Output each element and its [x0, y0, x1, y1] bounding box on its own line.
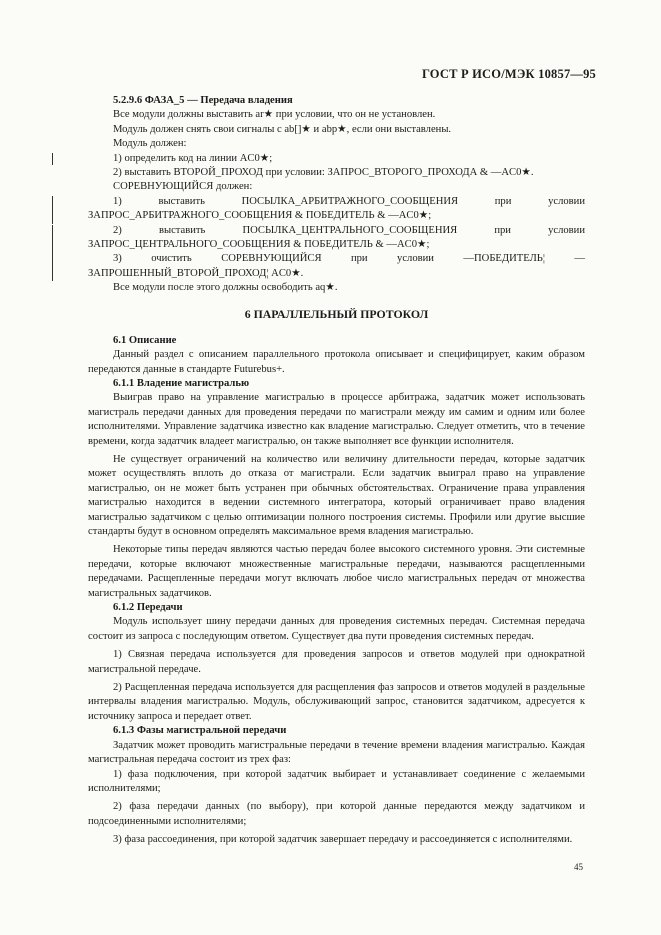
- paragraph: Выиграв право на управление магистралью в процессе арбитража, задатчик может использовать магистраль передачи данных для проведения передачи по магистрали между им самим и одним или более исполнителями. Управление задатчика известно как владение магистралью. Следует отметить, что в течение времени, когда задатчик владеет магистралью, он также выполняет все функции исполнителя.: [88, 392, 585, 447]
- paragraph: Модуль должен снять свои сигналы с ab[]★ и abp★, если они выставлены.: [113, 123, 452, 135]
- list-item: [88, 252, 585, 281]
- paragraph: Не существует ограничений на количество или величину длительности передач, которые задатчик может осуществлять вплоть до отказа от магистрали. Если задатчик выиграл право на управление магистралью, он не может быть устранен при обычных обстоятельствах. Ограничение права управления магистралью находится в ведении системного интегратора, который ограничивает право владения магистралью задатчиком с целью оптимизации полного построения системы. Профили или другие высшие стандарты будут в основном определять максимальное время владения магистралью.: [88, 453, 585, 537]
- list-item: 2) Расщепленная передача используется для расщепления фаз запросов и ответов модулей в раздельные интервалы владения магистралью. Модуль, обслуживающий запрос, становится задатчиком, адресуется к источнику запроса и передает ответ.: [88, 682, 585, 722]
- list-item: 1) фаза подключения, при которой задатчик выбирает и устанавливает соединение с желаемыми исполнителями;: [88, 768, 585, 794]
- subsection-title-6-1-3: 6.1.3 Фазы магистральной передачи: [113, 725, 287, 737]
- paragraph: Некоторые типы передач являются частью передач более высокого системного уровня. Эти системные передачи, которые включают множественные магистральные передачи, называются расщепленными передачами. Расщепленные передачи могут включать любое число магистральных передач от множества магистральных задатчиков.: [88, 544, 585, 599]
- list-item-text: 1) определить код на линии AC0★;: [113, 152, 273, 164]
- list-item: [88, 195, 585, 224]
- running-header: ГОСТ Р ИСО/МЭК 10857—95: [421, 67, 596, 81]
- paragraph: Все модули после этого должны освободить aq★.: [113, 282, 338, 294]
- subsection-title-6-1-2: 6.1.2 Передачи: [113, 602, 183, 614]
- heading-text: 5.2.9.6 ФАЗА_5 — Передача владения: [113, 95, 293, 106]
- subsection-title-6-1: 6.1 Описание: [113, 334, 177, 346]
- page-body: [88, 94, 585, 848]
- change-bar: [52, 196, 53, 224]
- list-item-text: 1) выставить ПОСЫЛКА_АРБИТРАЖНОГО_СООБЩЕНИЯ при условии ЗАПРОС_АРБИТРАЖНОГО_СООБЩЕНИЯ & ПОБЕДИТЕЛЬ & —AC0★;: [88, 195, 585, 222]
- list-item-text: 2) выставить ПОСЫЛКА_ЦЕНТРАЛЬНОГО_СООБЩЕНИЯ при условии ЗАПРОС_ЦЕНТРАЛЬНОГО_СООБЩЕНИЯ & ПОБЕДИТЕЛЬ & —AC0★;: [88, 224, 585, 251]
- change-bar: [52, 153, 53, 165]
- section-title: 6 ПАРАЛЛЕЛЬНЫЙ ПРОТОКОЛ: [244, 306, 429, 321]
- list-item: 2) выставить ВТОРОЙ_ПРОХОД при условии: ЗАПРОС_ВТОРОГО_ПРОХОДА & —AC0★.: [113, 167, 534, 179]
- list-item: 1) Связная передача используется для проведения запросов и ответов модулей при однократной магистральной передаче.: [88, 649, 585, 675]
- change-bar: [52, 225, 53, 253]
- subsection-title-6-1-1: 6.1.1 Владение магистралью: [113, 377, 250, 389]
- subsection-title-5-2-9-6: [88, 94, 585, 108]
- paragraph: СОРЕВНУЮЩИЙСЯ должен:: [113, 181, 253, 193]
- list-item: 2) фаза передачи данных (по выбору), при которой данные передаются между задатчиком и подсоединенными исполнителями;: [88, 801, 585, 827]
- list-item: [88, 152, 585, 166]
- paragraph: Модуль должен:: [113, 138, 187, 150]
- list-item: 3) фаза рассоединения, при которой задатчик завершает передачу и рассоединяется с исполнителями.: [113, 834, 573, 846]
- list-item-text: 3) очистить СОРЕВНУЮЩИЙСЯ при условии —ПОБЕДИТЕЛЬ¦ —ЗАПРОШЕННЫЙ_ВТОРОЙ_ПРОХОД¦ AC0★.: [88, 253, 585, 279]
- page-number: 45: [574, 861, 583, 872]
- paragraph: Все модули должны выставить ar★ при условии, что он не установлен.: [113, 109, 436, 121]
- change-bar: [52, 253, 53, 281]
- paragraph: Задатчик может проводить магистральные передачи в течение времени владения магистралью. Каждая магистральная передача состоит из трех фаз:: [88, 739, 585, 766]
- paragraph: Модуль использует шину передачи данных для проведения системных передач. Системная передача состоит из запроса с последующим ответом. Существует два пути проведения системных передач.: [88, 616, 585, 642]
- paragraph: Данный раздел с описанием параллельного протокола описывает и специфицирует, каким образом передаются данные в стандарте Futurebus+.: [88, 349, 585, 375]
- list-item: [88, 224, 585, 253]
